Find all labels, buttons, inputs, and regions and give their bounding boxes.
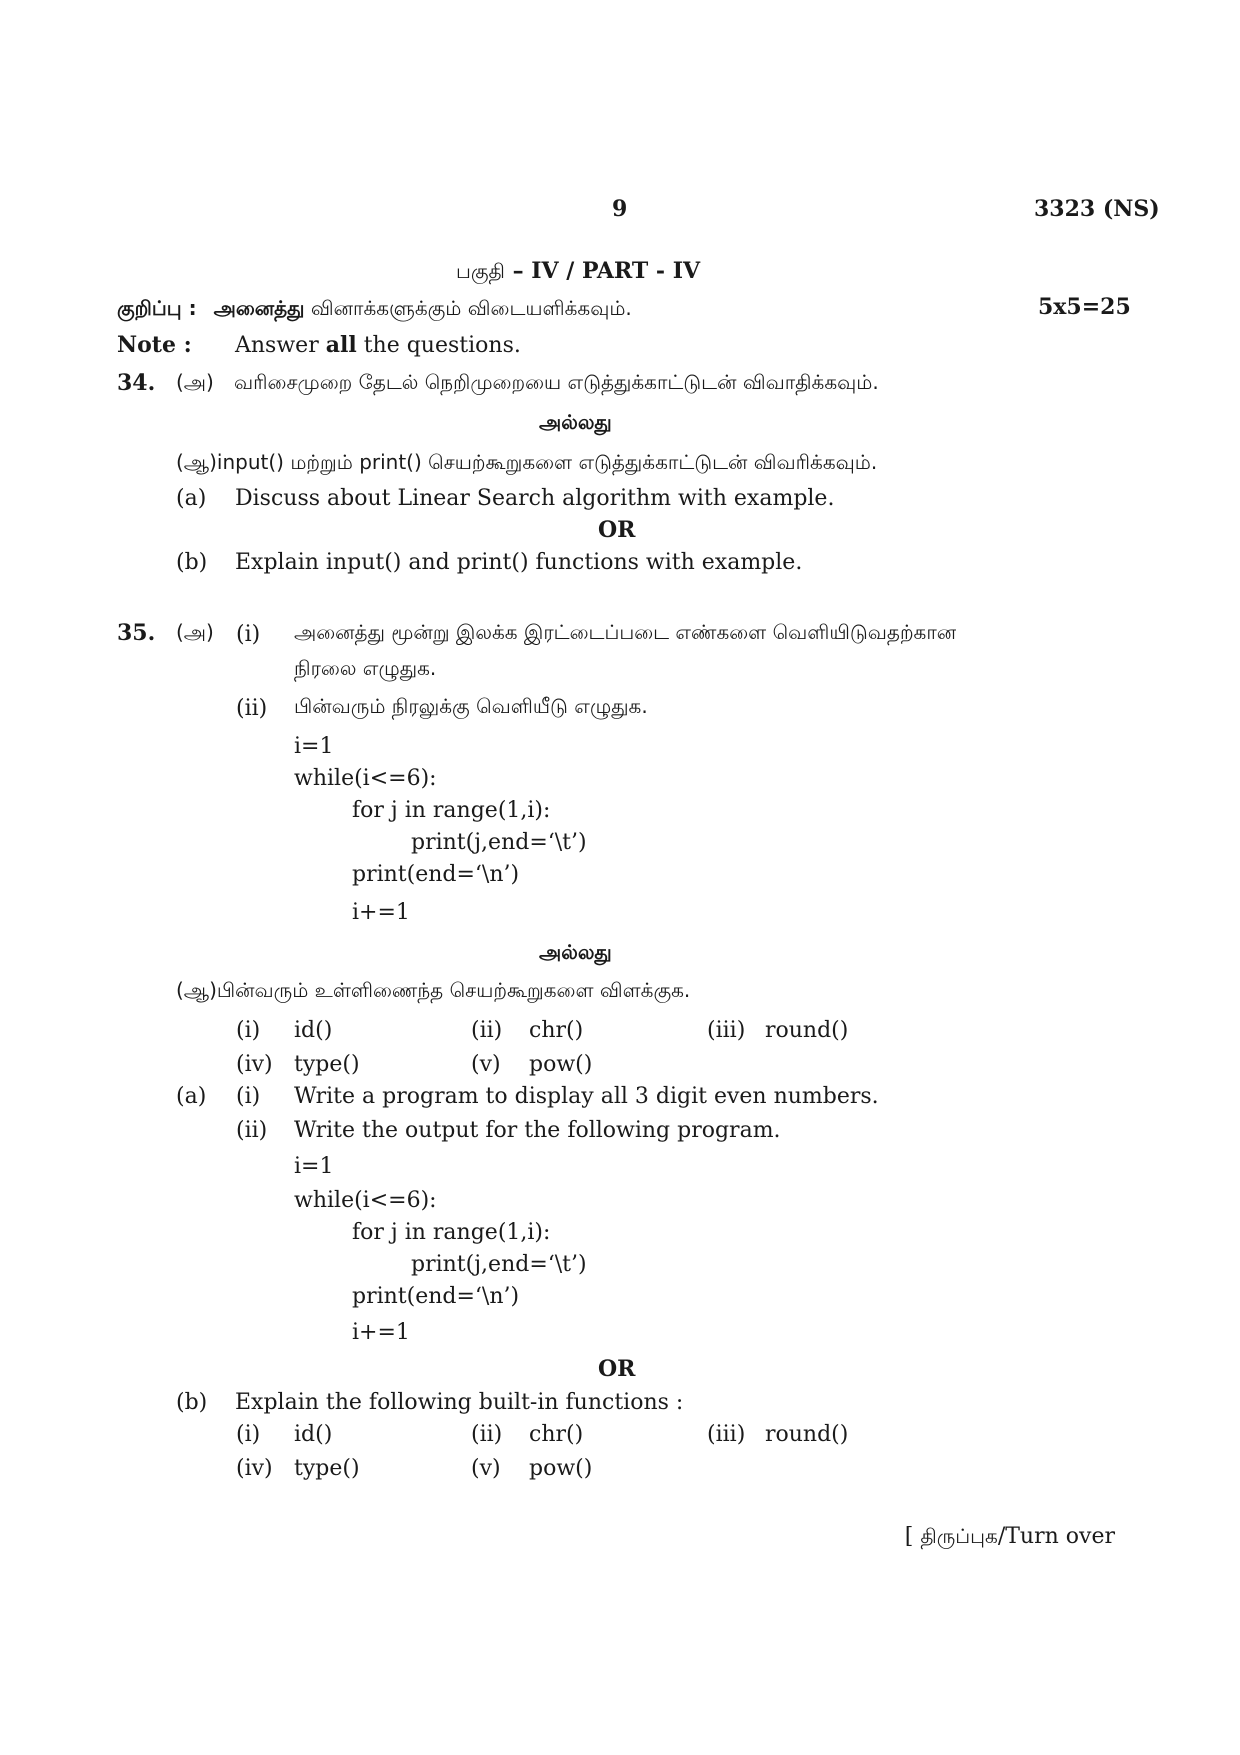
q35-or-en: OR xyxy=(598,1356,636,1382)
q35-b-en: Explain the following built-in functions : xyxy=(235,1390,684,1415)
function-label: (i) xyxy=(236,1018,261,1043)
function-name: pow() xyxy=(529,1456,593,1481)
function-label: (i) xyxy=(236,1422,261,1447)
function-label: (ii) xyxy=(471,1018,503,1043)
function-name: id() xyxy=(294,1422,333,1447)
q34-a-tamil-label: (அ) xyxy=(176,370,214,394)
note-tamil xyxy=(117,298,632,320)
note-text-tamil-bold: அனைத்து xyxy=(213,296,305,320)
paper-code: 3323 (NS) xyxy=(1034,196,1160,222)
part-title-english: – IV / PART - IV xyxy=(504,258,701,284)
q34-or-tamil: அல்லது xyxy=(539,410,612,434)
code-line: i=1 xyxy=(294,1154,334,1179)
marks-allocation: 5x5=25 xyxy=(1038,294,1131,320)
function-name: round() xyxy=(765,1422,849,1447)
code-line: while(i<=6): xyxy=(294,766,437,791)
code-line: i+=1 xyxy=(352,1320,410,1345)
q34-b-en: Explain input() and print() functions with example. xyxy=(235,550,803,575)
q35-a-i-en: Write a program to display all 3 digit even numbers. xyxy=(294,1084,879,1109)
part-title-tamil: பகுதி xyxy=(456,259,505,283)
q35-a-ii-en-label: (ii) xyxy=(236,1118,268,1143)
turn-over: [ திருப்புக/Turn over xyxy=(904,1524,1115,1549)
q35-a-ii-tamil: பின்வரும் நிரலுக்கு வெளியீடு எழுதுக. xyxy=(294,694,648,718)
q35-a-ii-label: (ii) xyxy=(236,696,268,721)
note-text-tamil: வினாக்களுக்கும் விடையளிக்கவும். xyxy=(304,296,632,320)
question-number-34: 34. xyxy=(117,370,156,396)
function-label: (ii) xyxy=(471,1422,503,1447)
function-name: chr() xyxy=(529,1018,584,1043)
q34-b-tamil: (ஆ)input() மற்றும் print() செயற்கூறுகளை எடுத்துக்காட்டுடன் விவரிக்கவும். xyxy=(176,450,878,474)
note-label-tamil: குறிப்பு : xyxy=(117,296,197,320)
note-text-english: Answer all the questions. xyxy=(235,332,521,358)
page-number: 9 xyxy=(612,196,628,222)
function-name: pow() xyxy=(529,1052,593,1077)
function-label: (v) xyxy=(471,1456,501,1481)
code-line: print(end=‘\n’) xyxy=(352,862,520,887)
code-line: for j in range(1,i): xyxy=(352,798,551,823)
function-label: (iii) xyxy=(707,1422,746,1447)
q35-a-ii-en: Write the output for the following program. xyxy=(294,1118,781,1143)
q35-a-i-label: (i) xyxy=(236,622,261,647)
q34-or-en: OR xyxy=(598,517,636,543)
function-label: (iv) xyxy=(236,1052,273,1077)
q35-b-en-label: (b) xyxy=(176,1390,208,1415)
q34-a-en: Discuss about Linear Search algorithm with example. xyxy=(235,486,835,511)
code-line: i+=1 xyxy=(352,900,410,925)
q35-a-i-en-label: (i) xyxy=(236,1084,261,1109)
q34-b-en-label: (b) xyxy=(176,550,208,575)
function-name: id() xyxy=(294,1018,333,1043)
function-name: type() xyxy=(294,1052,360,1077)
function-name: chr() xyxy=(529,1422,584,1447)
q34-a-tamil: வரிசைமுறை தேடல் நெறிமுறையை எடுத்துக்காட்டுடன் விவாதிக்கவும். xyxy=(234,370,879,394)
function-name: round() xyxy=(765,1018,849,1043)
q35-a-i-tamil-line1: அனைத்து மூன்று இலக்க இரட்டைப்படை எண்களை வெளியிடுவதற்கான xyxy=(294,620,957,644)
function-label: (v) xyxy=(471,1052,501,1077)
part-title xyxy=(456,260,700,283)
q35-a-i-tamil-line2: நிரலை எழுதுக. xyxy=(294,656,437,680)
q35-or-tamil: அல்லது xyxy=(539,940,612,964)
function-label: (iv) xyxy=(236,1456,273,1481)
q35-a-en-label: (a) xyxy=(176,1084,207,1109)
question-number-35: 35. xyxy=(117,620,156,646)
code-line: print(end=‘\n’) xyxy=(352,1284,520,1309)
code-line: print(j,end=‘\t’) xyxy=(411,1252,587,1277)
note-label-english: Note : xyxy=(117,332,192,358)
code-line: for j in range(1,i): xyxy=(352,1220,551,1245)
q34-a-en-label: (a) xyxy=(176,486,207,511)
function-name: type() xyxy=(294,1456,360,1481)
function-label: (iii) xyxy=(707,1018,746,1043)
q35-a-tamil-label: (அ) xyxy=(176,620,214,644)
q35-b-tamil: (ஆ)பின்வரும் உள்ளிணைந்த செயற்கூறுகளை விளக்குக. xyxy=(176,978,691,1002)
code-line: print(j,end=‘\t’) xyxy=(411,830,587,855)
code-line: i=1 xyxy=(294,734,334,759)
code-line: while(i<=6): xyxy=(294,1188,437,1213)
